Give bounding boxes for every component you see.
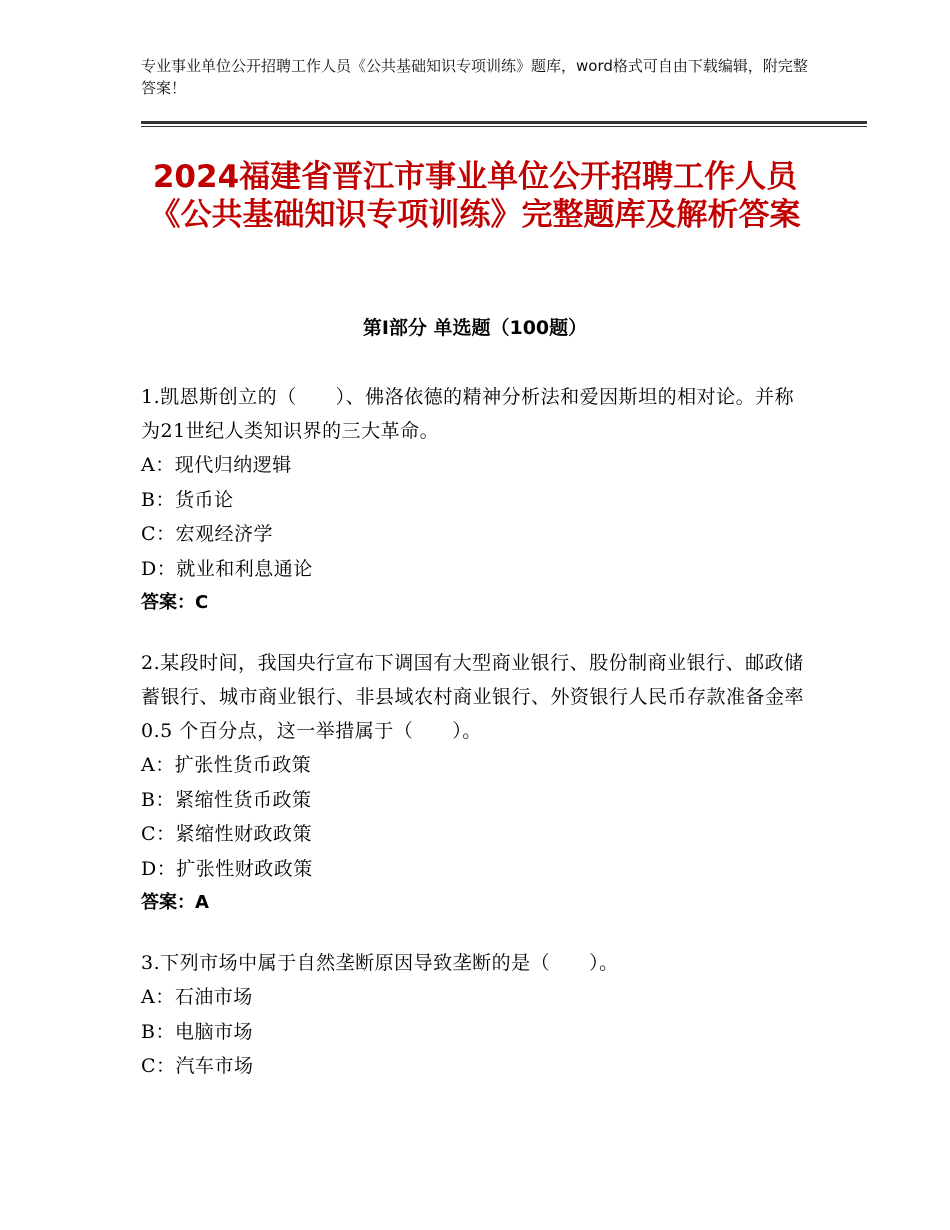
question-3 <box>141 946 809 1084</box>
option-b: B：电脑市场 <box>141 1020 253 1043</box>
question-stem: 1.凯恩斯创立的（ ）、佛洛依德的精神分析法和爱因斯坦的相对论。并称为21世纪人类知识界的三大革命。 <box>141 386 795 442</box>
option-d: D：就业和利息通论 <box>141 557 313 580</box>
answer: 答案：A <box>141 892 209 913</box>
option-c: C：宏观经济学 <box>141 523 274 545</box>
answer: 答案：C <box>141 592 209 613</box>
option-c: C：汽车市场 <box>141 1055 254 1077</box>
option-b: B：紧缩性货币政策 <box>141 788 312 811</box>
header-rule-thin <box>141 126 867 127</box>
question-list <box>141 380 809 1110</box>
header-note: 专业事业单位公开招聘工作人员《公共基础知识专项训练》题库，word格式可自由下载编辑，附完整答案！ <box>141 57 808 97</box>
header-rule-thick <box>141 121 867 124</box>
section-title: 第Ⅰ部分 单选题（100题） <box>362 317 588 339</box>
question-1 <box>141 380 809 620</box>
option-a: A：石油市场 <box>141 986 253 1008</box>
question-2 <box>141 646 809 920</box>
option-d: D：扩张性财政政策 <box>141 857 313 880</box>
option-a: A：扩张性货币政策 <box>141 754 312 776</box>
document-title: 2024福建省晋江市事业单位公开招聘工作人员《公共基础知识专项训练》完整题库及解析答案 <box>149 159 801 233</box>
question-stem: 3.下列市场中属于自然垄断原因导致垄断的是（ ）。 <box>141 952 619 974</box>
option-c: C：紧缩性财政政策 <box>141 823 313 845</box>
option-b: B：货币论 <box>141 488 234 511</box>
option-a: A：现代归纳逻辑 <box>141 454 292 476</box>
question-stem: 2.某段时间，我国央行宣布下调国有大型商业银行、股份制商业银行、邮政储蓄银行、城市商业银行、非县域农村商业银行、外资银行人民币存款准备金率 0.5 个百分点，这一举措属于（ ）。 <box>141 652 805 742</box>
